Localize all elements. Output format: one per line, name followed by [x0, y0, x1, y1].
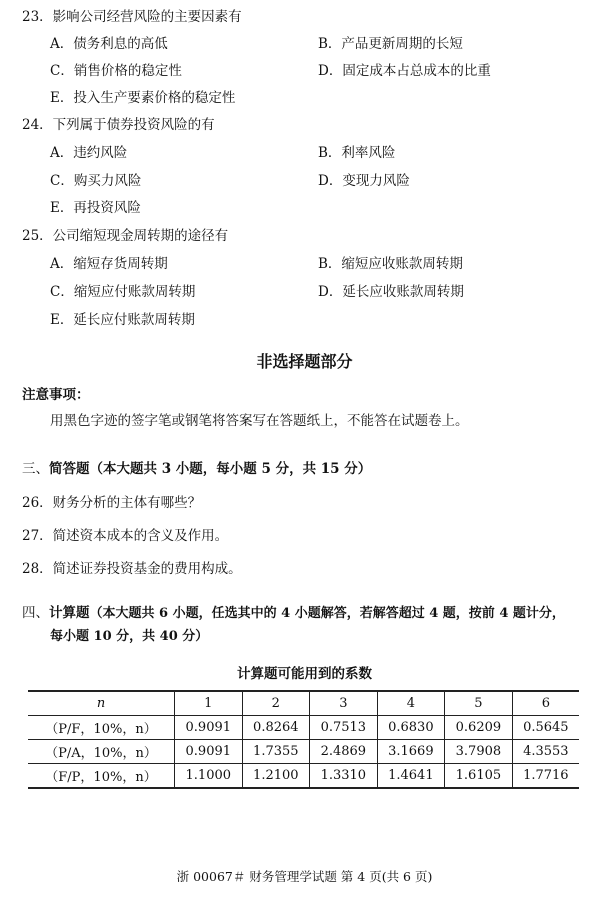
table-cell: 1.3310 — [310, 764, 378, 789]
part4-heading-detail-line2: 每小题 10 分，共 40 分） — [50, 629, 209, 644]
question-27: 27．简述资本成本的含义及作用。 — [22, 528, 229, 544]
question-24-option-a: A．违约风险 — [50, 145, 128, 161]
table-cell: 3.1669 — [377, 740, 445, 764]
table-cell: 1.7355 — [242, 740, 310, 764]
table-cell: 1.7716 — [512, 764, 579, 789]
table-title: 计算题可能用到的系数 — [237, 666, 372, 682]
table-header-cell: 6 — [512, 691, 579, 716]
part3-heading-title: 简答题 — [49, 461, 90, 477]
table-cell: 1.1000 — [175, 764, 243, 789]
table-header-n: n — [28, 691, 175, 716]
question-24-stem: 24．下列属于债券投资风险的有 — [22, 117, 215, 133]
question-25-option-d: D．延长应收账款周转期 — [318, 284, 464, 300]
part4-heading — [22, 604, 565, 623]
table-header-cell: 1 — [175, 691, 243, 716]
question-24-option-d: D．变现力风险 — [318, 173, 410, 189]
part4-heading-number: 四、 — [22, 605, 49, 621]
question-23-option-a: A．债务利息的高低 — [50, 36, 168, 52]
table-cell: 0.6830 — [377, 716, 445, 740]
question-25-option-c: C．缩短应付账款周转期 — [50, 284, 196, 300]
question-24-option-c: C．购买力风险 — [50, 173, 142, 189]
part3-heading-detail: （本大题共 3 小题，每小题 5 分，共 15 分） — [89, 461, 372, 477]
table-cell: 0.9091 — [175, 740, 243, 764]
notice-label: 注意事项： — [22, 387, 90, 403]
notice-text: 用黑色字迹的签字笔或钢笔将答案写在答题纸上，不能答在试题卷上。 — [50, 413, 469, 429]
table-header-cell: 3 — [310, 691, 378, 716]
table-cell: 0.8264 — [242, 716, 310, 740]
coefficient-table — [28, 690, 579, 789]
table-cell: 0.7513 — [310, 716, 378, 740]
table-header-row — [28, 691, 579, 716]
row-label: （P/A，10%，n） — [28, 740, 175, 764]
part4-heading-title: 计算题 — [49, 605, 90, 621]
table-header-cell: 4 — [377, 691, 445, 716]
question-25-stem: 25．公司缩短现金周转期的途径有 — [22, 228, 229, 244]
question-24-option-e: E．再投资风险 — [50, 200, 141, 216]
part3-heading — [22, 460, 371, 478]
table-cell: 0.6209 — [445, 716, 513, 740]
table-cell: 1.4641 — [377, 764, 445, 789]
table-cell: 0.5645 — [512, 716, 579, 740]
question-23-stem: 23．影响公司经营风险的主要因素有 — [22, 9, 242, 25]
question-25-option-e: E．延长应付账款周转期 — [50, 312, 195, 328]
page-footer: 浙 00067＃ 财务管理学试题 第 4 页(共 6 页) — [176, 869, 433, 884]
table-cell: 1.2100 — [242, 764, 310, 789]
table-cell: 0.9091 — [175, 716, 243, 740]
section-title: 非选择题部分 — [256, 352, 353, 371]
table-cell: 1.6105 — [445, 764, 513, 789]
part3-heading-number: 三、 — [22, 461, 49, 477]
question-23-option-c: C．销售价格的稳定性 — [50, 63, 182, 79]
question-24-option-b: B．利率风险 — [318, 145, 396, 161]
table-cell: 2.4869 — [310, 740, 378, 764]
question-26: 26．财务分析的主体有哪些？ — [22, 495, 202, 511]
question-28: 28．简述证券投资基金的费用构成。 — [22, 561, 242, 577]
table-row — [28, 764, 579, 789]
part4-heading-detail: （本大题共 6 小题，任选其中的 4 小题解答，若解答超过 4 题，按前 4 题计分， — [89, 606, 565, 621]
table-row — [28, 716, 579, 740]
row-label: （F/P，10%，n） — [28, 764, 175, 789]
table-row — [28, 740, 579, 764]
table-cell: 4.3553 — [512, 740, 579, 764]
question-25-option-a: A．缩短存货周转期 — [50, 256, 168, 272]
table-header-cell: 2 — [242, 691, 310, 716]
question-23-option-b: B．产品更新周期的长短 — [318, 36, 463, 52]
table-header-cell: 5 — [445, 691, 513, 716]
question-23-option-d: D．固定成本占总成本的比重 — [318, 63, 491, 79]
question-25-option-b: B．缩短应收账款周转期 — [318, 256, 463, 272]
table-cell: 3.7908 — [445, 740, 513, 764]
question-23-option-e: E．投入生产要素价格的稳定性 — [50, 90, 236, 106]
row-label: （P/F，10%，n） — [28, 716, 175, 740]
